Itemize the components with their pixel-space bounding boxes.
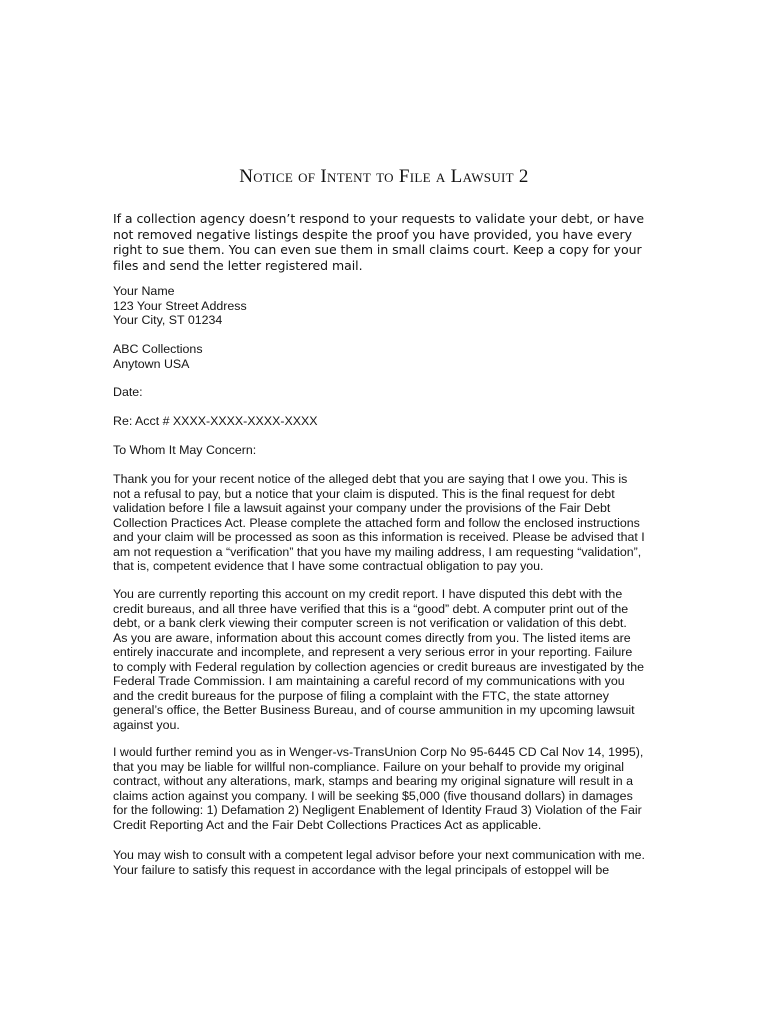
paragraph-line: You may wish to consult with a competent legal advisor before your next communication with me.	[113, 848, 645, 862]
paragraph-line: and your claim will be processed as soon as this information is received. Please be advised that I	[113, 530, 645, 544]
paragraph-line: Thank you for your recent notice of the alleged debt that you are saying that I owe you. This is	[113, 472, 628, 486]
paragraph-line: am not requestion a “verification” that you have my mailing address, I am requesting “validation”,	[113, 544, 642, 559]
paragraph-line: validation before I file a lawsuit against your company under the provisions of the Fair Debt	[113, 501, 611, 515]
paragraph-line: not a refusal to pay, but a notice that your claim is disputed. This is the final request for debt	[113, 486, 615, 501]
paragraph-line: Your failure to satisfy this request in accordance with the legal principals of estoppel will be	[113, 862, 610, 877]
paragraph-line: general’s office, the Better Business Bureau, and of course ammunition in my upcoming lawsuit	[113, 703, 635, 717]
paragraph-line: for the following: 1) Defamation 2) Negligent Enablement of Identity Fraud 3) Violation of the Fair	[113, 803, 642, 817]
paragraph-line: Collection Practices Act. Please complete the attached form and follow the enclosed instructions	[113, 515, 640, 530]
paragraph-line: to comply with Federal regulation by collection agencies or credit bureaus are investigated by the	[113, 659, 645, 674]
recipient-location: Anytown USA	[113, 356, 190, 371]
paragraph-line: I would further remind you as in Wenger-vs-TransUnion Corp No 95-6445 CD Cal Nov 14, 1995),	[113, 745, 644, 759]
document-title: Notice of Intent to File a Lawsuit 2	[239, 166, 529, 187]
sender-street: 123 Your Street Address	[113, 298, 247, 313]
paragraph-line: that you may be liable for willful non-compliance. Failure on your behalf to provide my original	[113, 759, 625, 774]
reference-line: Re: Acct # XXXX-XXXX-XXXX-XXXX	[113, 414, 318, 428]
body-paragraph-3	[113, 745, 658, 832]
recipient-address-block	[113, 342, 658, 371]
paragraph-line: You are currently reporting this account on my credit report. I have disputed this debt with the	[113, 587, 623, 601]
date-line: Date:	[113, 385, 143, 399]
paragraph-line: Credit Reporting Act and the Fair Debt Collections Practices Act as applicable.	[113, 817, 542, 832]
paragraph-line: against you.	[113, 717, 180, 732]
paragraph-line: that is, competent evidence that I have some contractual obligation to pay you.	[113, 559, 544, 573]
paragraph-line: contract, without any alterations, mark, stamps and bearing my original signature will result in a	[113, 774, 633, 788]
sender-name: Your Name	[113, 284, 175, 298]
paragraph-line: Federal Trade Commission. I am maintaining a careful record of my communications with you	[113, 674, 625, 688]
intro-paragraph: If a collection agency doesn’t respond to your requests to validate your debt, or have not removed negative listings despite the proof you have provided, you have every right to sue them. You can even sue them in small claims court. Keep a copy for your files and send the letter registered mail.	[113, 211, 645, 273]
salutation: To Whom It May Concern:	[113, 443, 257, 457]
sender-city: Your City, ST 01234	[113, 313, 223, 327]
body-paragraph-1	[113, 472, 658, 574]
paragraph-line: entirely inaccurate and incomplete, and represent a very serious error in your reporting. Failure	[113, 645, 633, 659]
body-paragraph-4	[113, 848, 658, 877]
paragraph-line: claims action against you company. I will be seeking $5,000 (five thousand dollars) in damages	[113, 788, 633, 803]
paragraph-line: credit bureaus, and all three have verified that this is a “good” debt. A computer print out of the	[113, 601, 629, 616]
body-paragraph-2	[113, 587, 658, 732]
recipient-name: ABC Collections	[113, 342, 203, 356]
sender-address-block	[113, 284, 658, 328]
paragraph-line: and the credit bureaus for the purpose of filing a complaint with the FTC, the state attorney	[113, 688, 609, 703]
paragraph-line: As you are aware, information about this account comes directly from you. The listed items are	[113, 630, 631, 645]
paragraph-line: debt, or a bank clerk viewing their computer screen is not verification or validation of this debt.	[113, 616, 627, 630]
